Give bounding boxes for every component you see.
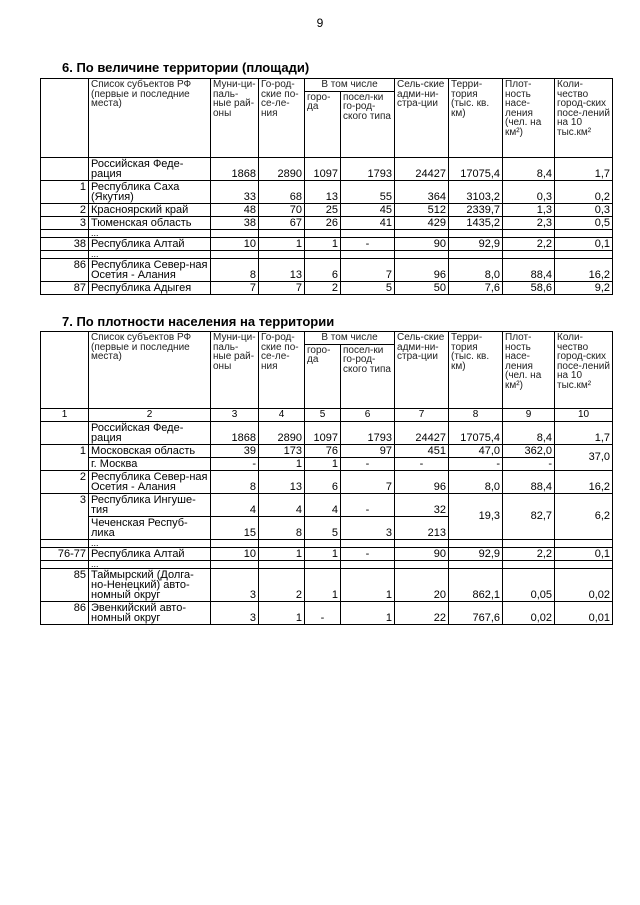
- column-number: 3: [211, 408, 259, 421]
- cell: -: [341, 493, 395, 516]
- table-row: [41, 470, 613, 493]
- row-name: Эвенкийский авто-номный округ: [89, 601, 211, 624]
- cell: 2: [259, 568, 305, 601]
- row-index: 3: [41, 216, 89, 229]
- cell: 6: [305, 470, 341, 493]
- cell: 45: [341, 203, 395, 216]
- cell: 3: [211, 601, 259, 624]
- ellipsis-row: [41, 560, 613, 568]
- cell: 37,0: [555, 444, 613, 470]
- cell: 512: [395, 203, 449, 216]
- row-name: Республика Алтай: [89, 237, 211, 250]
- cell: 1: [305, 457, 341, 470]
- density-table: [40, 331, 613, 625]
- column-number: 8: [449, 408, 503, 421]
- row-index: 1: [41, 180, 89, 203]
- header-row: [41, 332, 613, 345]
- col-posel-header: посел-ки го-род-ского типа: [341, 344, 395, 408]
- cell: 7,6: [449, 281, 503, 294]
- cell: 2890: [259, 157, 305, 180]
- cell: 17075,4: [449, 157, 503, 180]
- cell: 2890: [259, 421, 305, 444]
- col-goroda-header: горо-да: [305, 91, 341, 157]
- cell: 862,1: [449, 568, 503, 601]
- cell: 1435,2: [449, 216, 503, 229]
- ellipsis-row: [41, 250, 613, 258]
- cell: 362,0: [503, 444, 555, 457]
- cell: 9,2: [555, 281, 613, 294]
- column-number: 9: [503, 408, 555, 421]
- cell: 1,7: [555, 157, 613, 180]
- table-row: [41, 216, 613, 229]
- table-row: [41, 203, 613, 216]
- cell: 88,4: [503, 470, 555, 493]
- row-name: Московская область: [89, 444, 211, 457]
- table-row: [41, 601, 613, 624]
- row-name: Чеченская Респуб-лика: [89, 516, 211, 539]
- cell: -: [211, 457, 259, 470]
- row-name: г. Москва: [89, 457, 211, 470]
- cell: 1: [259, 457, 305, 470]
- table-row-rf: [41, 421, 613, 444]
- cell: 1097: [305, 421, 341, 444]
- row-index: 76-77: [41, 547, 89, 560]
- cell: 4: [305, 493, 341, 516]
- cell: 6: [305, 258, 341, 281]
- cell: 0,02: [503, 601, 555, 624]
- cell: -: [503, 457, 555, 470]
- cell: 39: [211, 444, 259, 457]
- column-number: 7: [395, 408, 449, 421]
- col-munic-header: Муни-ци-паль-ные рай-оны: [211, 79, 259, 158]
- cell: 767,6: [449, 601, 503, 624]
- cell: 213: [395, 516, 449, 539]
- table-row: [41, 237, 613, 250]
- cell: 5: [305, 516, 341, 539]
- col-vtomchisle-header: В том числе: [305, 79, 395, 92]
- cell: 2339,7: [449, 203, 503, 216]
- cell: 1,3: [503, 203, 555, 216]
- cell: 20: [395, 568, 449, 601]
- cell: 8,4: [503, 421, 555, 444]
- cell: 7: [211, 281, 259, 294]
- cell: 1: [259, 237, 305, 250]
- col-list-header: Список субъектов РФ (первые и последние места): [89, 332, 211, 409]
- col-kol-header: Коли-чество город-ских посе-лений на 10 тыс.км²: [555, 332, 613, 409]
- col-terr-header: Терри-тория (тыс. кв. км): [449, 79, 503, 158]
- cell: 3: [341, 516, 395, 539]
- cell: -: [341, 547, 395, 560]
- col-selsk-header: Сель-ские адми-ни-стра-ции: [395, 332, 449, 409]
- cell: 26: [305, 216, 341, 229]
- cell: 2,3: [503, 216, 555, 229]
- cell: 47,0: [449, 444, 503, 457]
- cell: 364: [395, 180, 449, 203]
- cell: 1793: [341, 421, 395, 444]
- table-row: [41, 568, 613, 601]
- cell: 2,2: [503, 237, 555, 250]
- cell: 1,7: [555, 421, 613, 444]
- page-number: 9: [316, 16, 324, 30]
- cell: 0,1: [555, 237, 613, 250]
- ellipsis-row: [41, 539, 613, 547]
- col-list-header: Список субъектов РФ (первые и последние места): [89, 79, 211, 158]
- cell: 0,2: [555, 180, 613, 203]
- ellipsis: ...: [89, 250, 211, 258]
- cell: 92,9: [449, 237, 503, 250]
- cell: 8,0: [449, 470, 503, 493]
- cell: 48: [211, 203, 259, 216]
- cell: 10: [211, 237, 259, 250]
- col-plotn-header: Плот-ность насе-ления (чел. на км²): [503, 79, 555, 158]
- column-number-row: [41, 408, 613, 421]
- cell: 16,2: [555, 258, 613, 281]
- column-number: 2: [89, 408, 211, 421]
- row-name: Республика Саха (Якутия): [89, 180, 211, 203]
- col-selsk-header: Сель-ские адми-ни-стра-ции: [395, 79, 449, 158]
- col-terr-header: Терри-тория (тыс. кв. км): [449, 332, 503, 409]
- cell: 32: [395, 493, 449, 516]
- cell: 19,3: [449, 493, 503, 539]
- row-name: Тюменская область: [89, 216, 211, 229]
- cell: 96: [395, 258, 449, 281]
- cell: 24427: [395, 157, 449, 180]
- col-goroda-header: горо-да: [305, 344, 341, 408]
- cell: 0,3: [503, 180, 555, 203]
- cell: 82,7: [503, 493, 555, 539]
- row-name: Республика Ингуше-тия: [89, 493, 211, 516]
- row-name: Республика Алтай: [89, 547, 211, 560]
- col-plotn-header: Плот-ность насе-ления (чел. на км²): [503, 332, 555, 409]
- col-posel-header: посел-ки го-род-ского типа: [341, 91, 395, 157]
- table-row-rf: [41, 157, 613, 180]
- table-row: [41, 180, 613, 203]
- cell: 38: [211, 216, 259, 229]
- cell: 24427: [395, 421, 449, 444]
- cell: 10: [211, 547, 259, 560]
- cell: 67: [259, 216, 305, 229]
- cell: 0,5: [555, 216, 613, 229]
- cell: 13: [305, 180, 341, 203]
- row-index: 1: [41, 444, 89, 470]
- row-name: Российская Феде-рация: [89, 157, 211, 180]
- cell: 1: [259, 601, 305, 624]
- cell: 41: [341, 216, 395, 229]
- column-number: 5: [305, 408, 341, 421]
- cell: 451: [395, 444, 449, 457]
- territory-table: [40, 78, 613, 295]
- col-munic-header: Муни-ци-паль-ные рай-оны: [211, 332, 259, 409]
- col-gor-header: Го-род-ские по-се-ле-ния: [259, 79, 305, 158]
- column-number: 6: [341, 408, 395, 421]
- table-row: [41, 444, 613, 457]
- cell: 25: [305, 203, 341, 216]
- row-index: 38: [41, 237, 89, 250]
- cell: 13: [259, 470, 305, 493]
- row-name: Республика Север-ная Осетия - Алания: [89, 258, 211, 281]
- cell: 58,6: [503, 281, 555, 294]
- cell: 8,4: [503, 157, 555, 180]
- cell: 55: [341, 180, 395, 203]
- cell: 33: [211, 180, 259, 203]
- cell: 1: [305, 547, 341, 560]
- column-number: 1: [41, 408, 89, 421]
- cell: -: [395, 457, 449, 470]
- header-row: [41, 79, 613, 92]
- cell: 3: [211, 568, 259, 601]
- cell: 97: [341, 444, 395, 457]
- table-row: [41, 493, 613, 516]
- cell: 0,01: [555, 601, 613, 624]
- cell: 8: [259, 516, 305, 539]
- row-index: 86: [41, 601, 89, 624]
- cell: 13: [259, 258, 305, 281]
- column-number: 4: [259, 408, 305, 421]
- cell: 17075,4: [449, 421, 503, 444]
- cell: 70: [259, 203, 305, 216]
- cell: -: [341, 457, 395, 470]
- cell: 7: [259, 281, 305, 294]
- cell: -: [449, 457, 503, 470]
- cell: 5: [341, 281, 395, 294]
- section-6-title: 6. По величине территории (площади): [62, 60, 310, 75]
- cell: 0,3: [555, 203, 613, 216]
- cell: 92,9: [449, 547, 503, 560]
- cell: 8,0: [449, 258, 503, 281]
- ellipsis: ...: [89, 539, 211, 547]
- cell: 68: [259, 180, 305, 203]
- cell: 76: [305, 444, 341, 457]
- cell: 16,2: [555, 470, 613, 493]
- cell: 1: [259, 547, 305, 560]
- cell: 1: [305, 568, 341, 601]
- cell: 6,2: [555, 493, 613, 539]
- cell: 1: [341, 568, 395, 601]
- cell: 7: [341, 470, 395, 493]
- cell: 96: [395, 470, 449, 493]
- cell: 429: [395, 216, 449, 229]
- ellipsis: ...: [89, 229, 211, 237]
- col-vtomchisle-header: В том числе: [305, 332, 395, 345]
- cell: 1868: [211, 157, 259, 180]
- cell: 1868: [211, 421, 259, 444]
- row-index: 86: [41, 258, 89, 281]
- cell: 0,02: [555, 568, 613, 601]
- col-kol-header: Коли-чество город-ских посе-лений на 10 тыс.км²: [555, 79, 613, 158]
- cell: 173: [259, 444, 305, 457]
- ellipsis: ...: [89, 560, 211, 568]
- col-gor-header: Го-род-ские по-се-ле-ния: [259, 332, 305, 409]
- row-name: Республика Адыгея: [89, 281, 211, 294]
- section-7-title: 7. По плотности населения на территории: [62, 314, 335, 329]
- ellipsis-row: [41, 229, 613, 237]
- cell: 22: [395, 601, 449, 624]
- cell: 2: [305, 281, 341, 294]
- cell: 1793: [341, 157, 395, 180]
- cell: 50: [395, 281, 449, 294]
- cell: 2,2: [503, 547, 555, 560]
- column-number: 10: [555, 408, 613, 421]
- cell: 1: [341, 601, 395, 624]
- cell: 90: [395, 547, 449, 560]
- cell: 0,1: [555, 547, 613, 560]
- table-row: [41, 258, 613, 281]
- cell: 0,05: [503, 568, 555, 601]
- row-name: Красноярский край: [89, 203, 211, 216]
- cell: 88,4: [503, 258, 555, 281]
- cell: 1: [305, 237, 341, 250]
- cell: 4: [211, 493, 259, 516]
- cell: 8: [211, 470, 259, 493]
- row-name: Российская Феде-рация: [89, 421, 211, 444]
- cell: 90: [395, 237, 449, 250]
- table-row: [41, 457, 613, 470]
- cell: 15: [211, 516, 259, 539]
- cell: 4: [259, 493, 305, 516]
- row-name: Республика Север-ная Осетия - Алания: [89, 470, 211, 493]
- cell: 8: [211, 258, 259, 281]
- table-row: [41, 281, 613, 294]
- cell: 3103,2: [449, 180, 503, 203]
- cell: -: [341, 237, 395, 250]
- table-row: [41, 547, 613, 560]
- row-index: 3: [41, 493, 89, 539]
- cell: 1097: [305, 157, 341, 180]
- cell: -: [305, 601, 341, 624]
- row-index: 2: [41, 203, 89, 216]
- row-index: 85: [41, 568, 89, 601]
- row-index: 87: [41, 281, 89, 294]
- row-name: Таймырский (Долга-но-Ненецкий) авто-номный округ: [89, 568, 211, 601]
- cell: 7: [341, 258, 395, 281]
- row-index: 2: [41, 470, 89, 493]
